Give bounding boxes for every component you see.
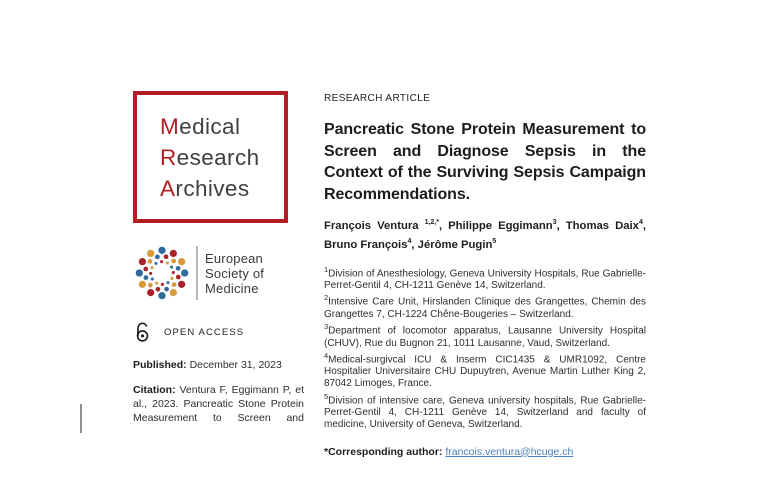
mra-logo-line	[160, 173, 284, 204]
open-access-icon	[134, 321, 151, 343]
citation-text: Ventura F, Eggimann P, et al., 2023. Pancreatic Stone Protein Measurement to Screen and	[133, 384, 304, 425]
mra-rest: rchives	[175, 175, 250, 201]
affiliation: $^2$Intensive Care Unit, Hirslanden Clinique des Grangettes, Chemin des Grangettes 7, CH-1224 Chêne-Bougeries – Switzerland.	[324, 293, 646, 320]
article-title: Pancreatic Stone Protein Measurement to Screen and Diagnose Sepsis in the Context of the Surviving Sepsis Campaign Recommendations.	[324, 121, 646, 203]
affiliation: $^4$Medical-surgivcal ICU & Inserm CIC1435 & UMR1092, Centre Hospitalier Universitaire CHU Dupuytren, Avenue Martin Luther King 2, 87042 Limoges, France.	[324, 350, 646, 390]
author-superscript: 4	[638, 219, 643, 226]
affiliation: $^3$Department of locomotor apparatus, Lausanne University Hospital (CHUV), Rue du Bugnon 21, 1011 Lausanne, Vaud, Switzerland.	[324, 322, 646, 349]
published-line	[133, 358, 304, 372]
corresponding-email-link[interactable]: francois.ventura@hcuge.ch	[445, 445, 574, 458]
affiliation-superscript: 2	[324, 293, 329, 303]
esm-text-line: European	[205, 250, 263, 266]
affiliation-superscript: 1	[324, 264, 329, 274]
affiliation-superscript: 5	[324, 391, 329, 401]
esm-logo-text	[205, 251, 264, 296]
affiliation-superscript: 3	[324, 322, 329, 331]
citation	[133, 383, 304, 426]
citation-label: Citation:	[133, 384, 176, 396]
esm-logo-divider	[196, 246, 198, 300]
article-type-label: RESEARCH ARTICLE	[324, 93, 431, 104]
affiliation-superscript: 4	[324, 350, 329, 360]
author-superscript: 4	[407, 237, 412, 245]
esm-logo	[133, 244, 304, 302]
mra-initial: A	[160, 175, 176, 201]
affiliation: $^5$Division of intensive care, Geneva university hospitals, Rue Gabrielle-Perret-Gentil 4, CH-1211 Genève 14, Switzerland and faculty of medicine, University of Geneva, Switzerland.	[324, 391, 646, 431]
author-superscript: 3	[552, 219, 557, 226]
esm-dots-icon	[133, 244, 191, 302]
mra-initial: R	[160, 144, 177, 170]
author-superscript: 5	[492, 237, 497, 245]
esm-text-line: Society of	[205, 265, 265, 281]
open-access-label: OPEN ACCESS	[164, 326, 245, 338]
open-access-row	[133, 321, 304, 343]
mra-rest: esearch	[176, 144, 260, 170]
esm-text-line: Medicine	[205, 280, 259, 296]
journal-sidebar	[133, 88, 304, 426]
mra-logo-line	[160, 111, 284, 142]
mra-initial: M	[160, 113, 180, 139]
published-date: December 31, 2023	[186, 359, 282, 371]
mra-logo-line	[160, 142, 284, 173]
text-cursor-artifact	[80, 404, 82, 433]
mra-rest: edical	[179, 113, 241, 139]
affiliation: $^1$Division of Anesthesiology, Geneva University Hospitals, Rue Gabrielle-Perret-Gentil 4, CH-1211 Genève 14, Switzerland.	[324, 264, 646, 292]
author-superscript: 1,2,*	[424, 219, 439, 226]
affiliations	[324, 264, 646, 432]
authors-line: François Ventura $^{1,2,*}$, Philippe Eggimann$^3$, Thomas Daix$^4$, Bruno François$^4$, Jérôme Pugin$^5$	[324, 219, 646, 251]
article-header	[324, 93, 646, 459]
corresponding-author-label: *Corresponding author:	[324, 445, 443, 458]
mra-logo	[133, 91, 288, 223]
published-label: Published:	[133, 359, 187, 371]
corresponding-author-line	[324, 445, 646, 459]
